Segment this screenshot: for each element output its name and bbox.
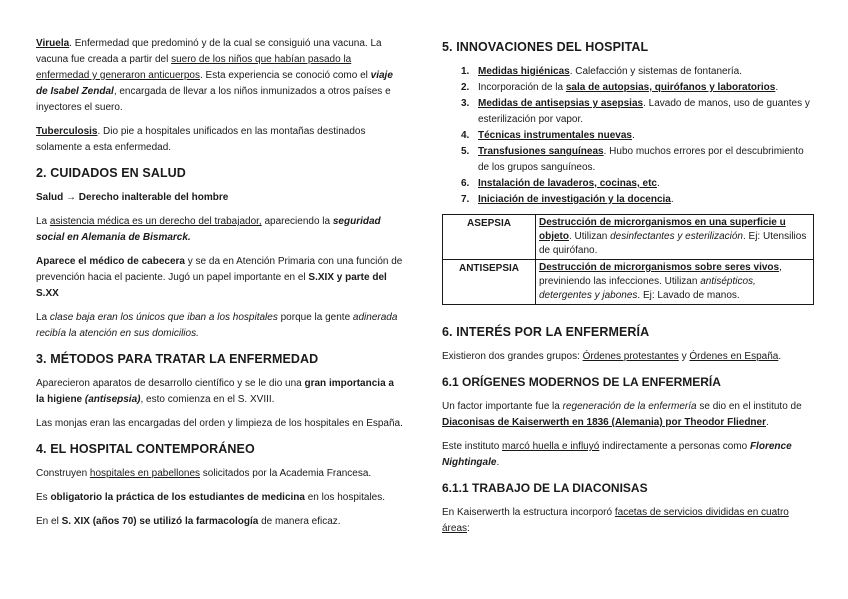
asistencia-paragraph: La asistencia médica es un derecho del trabajador, apareciendo la seguridad social en Alemania de Bismarck. [36, 216, 381, 243]
left-column [36, 36, 404, 538]
table-row [443, 215, 814, 260]
list-item: 2. Incorporación de la sala de autopsias, quirófanos y laboratorios. [461, 82, 779, 93]
section-6-1-1-heading: 6.1.1 TRABAJO DE LA DIACONISAS [442, 481, 648, 495]
farmacologia-paragraph: En el S. XIX (años 70) se utilizó la farmacología de manera eficaz. [36, 516, 341, 527]
asepsia-definition: Destrucción de microrganismos en una superficie u objeto. Utilizan desinfectantes y esterilización. Ej: Utensilios de quirófano. [536, 215, 814, 260]
list-item: 4. Técnicas instrumentales nuevas. [461, 130, 635, 141]
list-item: 6. Instalación de lavaderos, cocinas, etc. [461, 178, 660, 189]
right-column [442, 36, 814, 545]
section-2-heading: 2. CUIDADOS EN SALUD [36, 166, 186, 180]
viruela-paragraph: Viruela. Enfermedad que predominó y de la cual se consiguió una vacuna. La vacuna fue creada a partir del suero de los niños que habían pasado la enfermedad y generaron anticuerpos. Esta experiencia se conoció como el viaje de Isabel Zendal, encargada de llevar a los niños inmunizados a otros países e inyectores el suero. [36, 38, 393, 113]
asepsia-antisepsia-table [442, 214, 814, 305]
section-5-heading: 5. INNOVACIONES DEL HOSPITAL [442, 40, 649, 54]
antisepsia-definition: Destrucción de microrganismos sobre seres vivos, previniendo las infecciones. Utilizan antisépticos, detergentes y jabones. Ej: Lavado de manos. [536, 260, 814, 305]
section-6-heading: 6. INTERÉS POR LA ENFERMERÍA [442, 325, 650, 339]
salud-line: Salud → Derecho inalterable del hombre [36, 192, 229, 203]
factor-paragraph: Un factor importante fue la regeneración de la enfermería se dio en el instituto de Diaconisas de Kaiserwerth en 1836 (Alemania) por Theodor Fliedner. [442, 401, 802, 428]
list-item: 1. Medidas higiénicas. Calefacción y sistemas de fontanería. [461, 66, 743, 77]
section-4-heading: 4. EL HOSPITAL CONTEMPORÁNEO [36, 442, 255, 456]
kaiserwerth-paragraph: En Kaiserwerth la estructura incorporó facetas de servicios divididas en cuatro áreas: [442, 507, 789, 534]
table-row [443, 260, 814, 305]
tuberculosis-paragraph: Tuberculosis. Dio pie a hospitales unificados en las montañas destinados solamente a esta enfermedad. [36, 126, 366, 153]
section-3-heading: 3. MÉTODOS PARA TRATAR LA ENFERMEDAD [36, 352, 319, 366]
grupos-paragraph: Existieron dos grandes grupos: Órdenes protestantes y Órdenes en España. [442, 351, 782, 362]
monjas-paragraph: Las monjas eran las encargadas del orden y limpieza de los hospitales en España. [36, 418, 403, 429]
innovations-list [442, 64, 814, 208]
metodos-paragraph: Aparecieron aparatos de desarrollo científico y se le dio una gran importancia a la higiene (antisepsia), esto comienza en el S. XVIII. [36, 378, 394, 405]
section-6-1-heading: 6.1 ORÍGENES MODERNOS DE LA ENFERMERÍA [442, 375, 721, 389]
pabellones-paragraph: Construyen hospitales en pabellones solicitados por la Academia Francesa. [36, 468, 372, 479]
obligatorio-paragraph: Es obligatorio la práctica de los estudiantes de medicina en los hospitales. [36, 492, 386, 503]
antisepsia-term: ANTISEPSIA [443, 260, 536, 305]
clase-paragraph: La clase baja eran los únicos que iban a los hospitales porque la gente adinerada recibía la atención en sus domicilios. [36, 312, 398, 339]
list-item: 5. Transfusiones sanguíneas. Hubo muchos errores por el descubrimiento de los grupos sanguíneos. [461, 146, 804, 173]
asepsia-term: ASEPSIA [443, 215, 536, 260]
list-item: 3. Medidas de antisepsias y asepsias. Lavado de manos, uso de guantes y esterilización por vapor. [461, 98, 810, 125]
instituto-paragraph: Este instituto marcó huella e influyó indirectamente a personas como Florence Nightingale. [442, 441, 792, 468]
medico-paragraph: Aparece el médico de cabecera y se da en Atención Primaria con una función de prevención hacia el paciente. Jugó un papel importante en el S.XIX y parte del S.XX [36, 256, 403, 299]
list-item: 7. Iniciación de investigación y la docencia. [461, 194, 674, 205]
